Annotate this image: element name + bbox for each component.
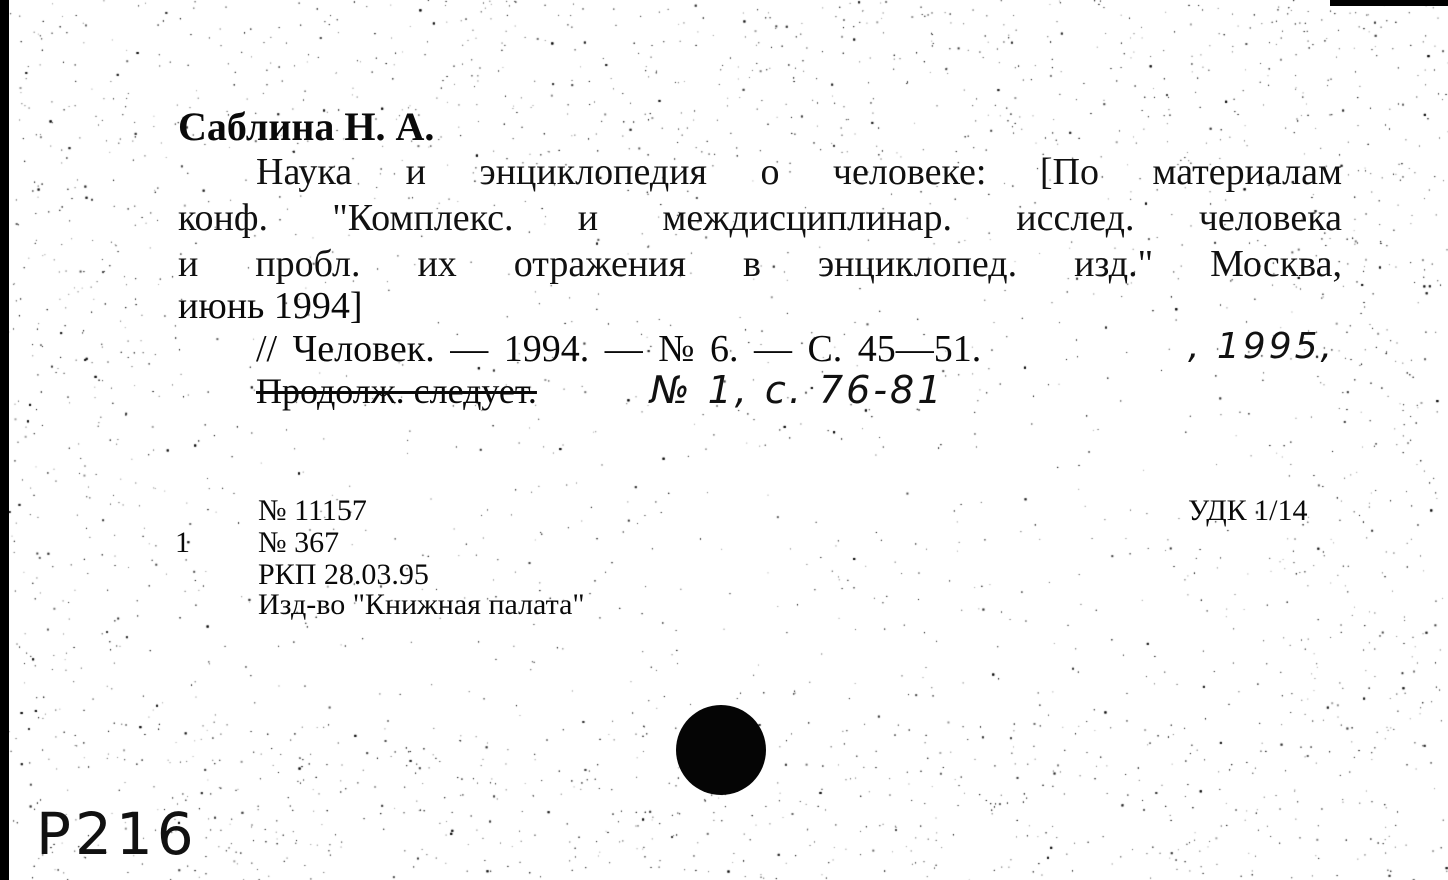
- source-citation: // Человек. — 1994. — № 6. — С. 45—51.: [256, 328, 982, 370]
- scan-edge-top: [1330, 0, 1448, 6]
- title-line-4: июнь 1994]: [178, 285, 363, 327]
- handwritten-year: , 1995,: [1188, 326, 1335, 367]
- side-mark: 1: [175, 526, 190, 559]
- title-line-2: конф. "Комплекс. и междисциплинар. исслед. человека: [178, 197, 1342, 239]
- title-line-1: Наука и энциклопедия о человеке: [По материалам: [256, 151, 1342, 193]
- rkp-date: РКП 28.03.95: [258, 558, 429, 591]
- udk-code: УДК 1/14: [1188, 494, 1308, 527]
- record-number: № 11157: [258, 494, 367, 527]
- title-line-3: и пробл. их отражения в энциклопед. изд." Москва,: [178, 243, 1342, 285]
- continued-struck-text: Продолж. следует.: [256, 371, 537, 411]
- scan-edge-left: [0, 0, 9, 880]
- author-name: Саблина Н. А.: [178, 104, 435, 149]
- punch-hole: [676, 705, 766, 795]
- publisher: Изд-во "Книжная палата": [258, 588, 585, 621]
- handwritten-continuation: № 1, с. 76-81: [650, 368, 945, 412]
- secondary-number: № 367: [258, 526, 340, 559]
- handwritten-shelf-mark: P216: [36, 800, 198, 868]
